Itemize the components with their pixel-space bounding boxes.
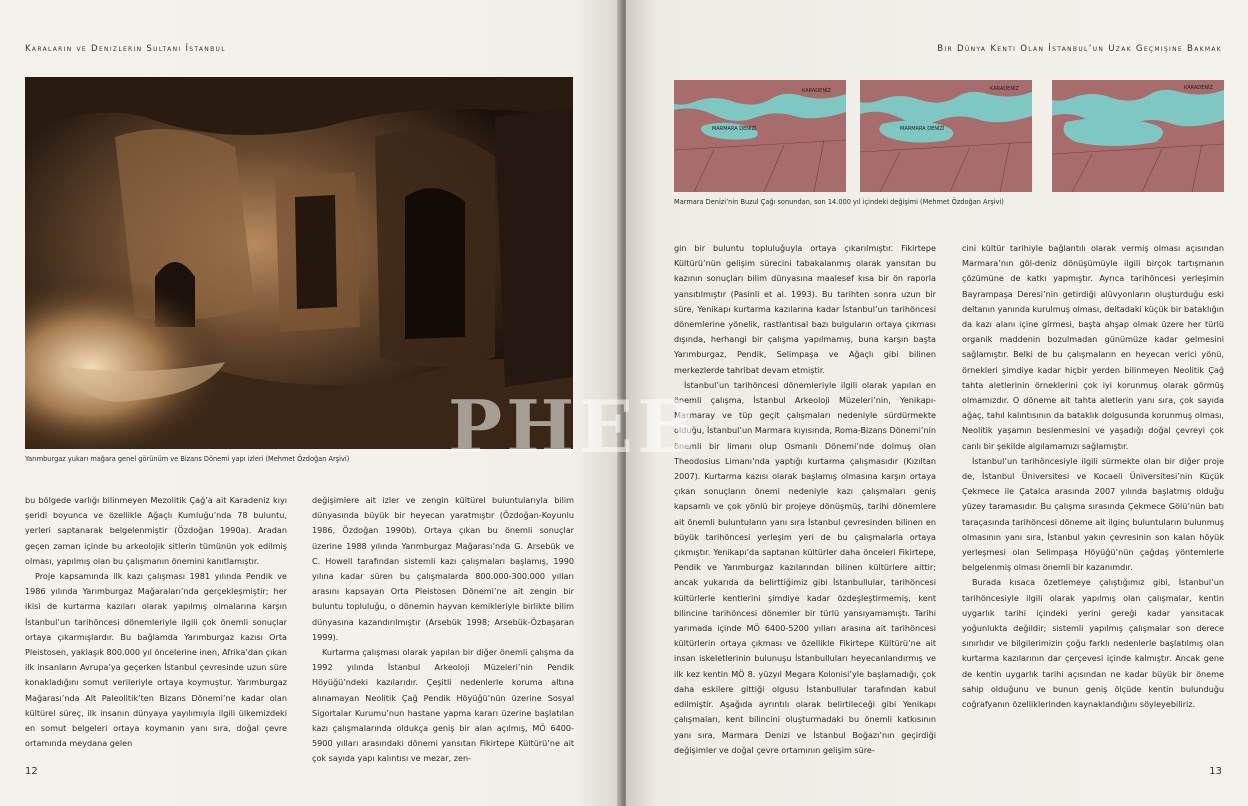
marmara-map-3 xyxy=(1052,80,1224,192)
photo-caption: Yarımburgaz yukarı mağara genel görünüm ve Bizans Dönemi yapı izleri (Mehmet Özdoğan Arşivi) xyxy=(25,455,350,463)
paragraph: İstanbul’un tarihöncesiyle ilgili sürmekte olan bir diğer proje de, İstanbul Üniversitesi ve Kocaeli Üniversitesi’nin Küçük Çekmece ile Çatalca arasında 2007 yılında başlatmış olduğu yüzey taramasıdır. Bu çalışma sırasında Çekmece Gölü’nün batı taraçasında tarihöncesi döneme ait ilginç buluntuların bulunmuş olmasının yanı sıra, İstanbul yakın çevresinin son kalan höyük yerleşmesi olan Selimpaşa Höyüğü’nün çağdaş yöntemlerle belgelenmiş olması önemli bir kazanımdır. xyxy=(962,455,1224,573)
paragraph: bu bölgede varlığı bilinmeyen Mezolitik Çağ’a ait Karadeniz kıyı şeridi boyunca ve özellikle Ağaçlı Kumluğu’nda 78 buluntu, yerleri saptanarak belgelenmiştir (Özdoğan 1990a). Aradan geçen zaman içinde bu arkeolojik sitlerin tümünün yok edilmiş olması, yapılmış olan bu çalışmanın önemini kanıtlamıştır. xyxy=(25,495,287,566)
page-number-left: 12 xyxy=(25,766,38,777)
paragraph: cini kültür tarihiyle bağlantılı olarak vermiş olması açısından Marmara’nın göl-deniz dönüşümüyle ilgili birçok tartışmanın çözümüne de katkı yapmıştır. Ayrıca tarihöncesi yerleşimin Bayrampaşa Deresi’nin getirdiği alüvyonların oluşturduğu eski deltanın yanında kurulmuş olması, deltadaki küçük bir bataklığın da kazı alanı içine girmesi, başta ahşap olmak üzere her türlü organik maddenin bozulmadan günümüze kadar gelmesini sağlamıştır. Belki de bu çalışmaların en heyecan verici yönü, örnekleri şimdiye kadar hiçbir yerden bilinmeyen Neolitik Çağ tahta aletlerinin örneklerini çok iyi korunmuş olarak görmüş olmamızdır. O döneme ait tahta aletlerin yanı sıra, çok sayıda ağaç, tahıl kalıntısının da bataklık dolgusunda korunmuş olması, Neolitik yaşamın beslenmesini ve yaşadığı doğal çevreyi çok canlı bir şekilde algılamamızı sağlamıştır. xyxy=(962,243,1224,451)
right-column-2 xyxy=(962,241,1224,712)
map-caption: Marmara Denizi’nin Buzul Çağı sonundan, son 14.000 yıl içindeki değişimi (Mehmet Özdoğan Arşivi) xyxy=(674,198,1004,206)
left-page xyxy=(0,0,622,806)
map-label: KARADENİZ xyxy=(1184,85,1213,91)
right-column-1 xyxy=(674,241,936,758)
paragraph: Proje kapsamında ilk kazı çalışması 1981 yılında Pendik ve 1986 yılında Yarımburgaz Mağaraları’nda gerçekleşmiştir; her ikisi de kurtarma kazıları olarak yapılmış olmalarına karşın İstanbul’un tarihöncesi dönemleriyle ilgili çok önemli sonuçlar ortaya çıkarmışlardır. Bu bağlamda Yarımburgaz kazısı Orta Pleistosen, yaklaşık 800.000 yıl öncelerine inen, Afrika’dan çıkan ilk insanların Avrupa’ya geçerken İstanbul çevresinde uzun süre konakladığını somut verileriyle ortaya koymuştur. Yarımburgaz Mağarası’nda Alt Paleolitik’ten Bizans Dönemi’ne kadar olan kültürel süreç, ilk insanın dünyaya yayılımıyla ilgili ülkemizdeki en somut belgeleri ortaya koymanın yanı sıra, doğal çevre ortamında meydana gelen xyxy=(25,571,287,749)
map-label: KARADENİZ xyxy=(990,86,1019,92)
map-label: KARADENİZ xyxy=(802,88,831,94)
running-head-left: Karaların ve Denizlerin Sultanı İstanbul xyxy=(25,44,226,54)
map-panel xyxy=(860,80,1032,192)
page-number-right: 13 xyxy=(1209,766,1222,777)
map-panel xyxy=(674,80,846,192)
right-page xyxy=(626,0,1248,806)
paragraph: İstanbul’un tarihöncesi dönemleriyle ilgili olarak yapılan en önemli çalışma, İstanbul Arkeoloji Müzeleri’nin, Yenikapı-Marmaray ve tüp geçit çalışmaları nedeniyle sürdürmekte olduğu, İstanbul’un Marmara kıyısında, Roma-Bizans Dönemi’nin önemli bir limanı olup Osmanlı Dönemi’nde dolmuş olan Theodosius Limanı’nda yaptığı kurtarma çalışmasıdır (Kızıltan 2007). Kurtarma kazısı olarak başlamış olmasına karşın ortaya çıkan sonuçların önemi nedeniyle kazı çalışmaları geniş kapsamlı ve çok yönlü bir projeye dönüşmüş, tarihi dönemlere ait önemli buluntuların yanı sıra İstanbul çevresinden bilinen en büyük tarihöncesi yerleşim yeri de bu çalışmalarla ortaya çıkmıştır. Yenikapı’da saptanan kültürler daha önceleri Fikirtepe, Pendik ve Yarımburgaz kazılarından bilinen kültürlere aittir; ancak yukarıda da belirttiğimiz gibi İstanbullular, tarihöncesi kültürlerle kentlerini şimdiye kadar özdeşleştirmemiş, kent bilincine tarihöncesi dönemler bir türlü yansıyamamıştı. Tarihi yarımada içinde MÖ 6400-5200 yılları arasına ait tarihöncesi kültürlerin ortaya çıkması ve özellikle Fikirtepe Kültürü’ne ait insan iskeletlerinin bulunuşu İstanbulluları heyecanlandırmış ve ilk kez kentin MÖ 8. yüzyıl Megara Kolonisi’yle başlamadığı, çok daha eskilere gittiği olgusu İstanbullular tarafından kabul edilmiştir. Aşağıda ayrıntılı olarak belirtileceği gibi Yenikapı çalışmaları, kent bilincini oluşturmadaki bu önemli katkısının yanı sıra, Marmara Denizi ve İstanbul Boğazı’nın geçirdiği değişimler ve doğal çevre ortamının gelişim süre- xyxy=(674,379,936,755)
watermark: PHEB xyxy=(448,384,702,469)
map-label: MARMARA DENİZİ xyxy=(712,126,757,132)
left-column-2 xyxy=(312,493,574,767)
paragraph: değişimlere ait izler ve zengin kültürel buluntularıyla bilim dünyasında büyük bir heyecan yaratmıştır (Özdoğan-Koyunlu 1986, Özdoğan 1990b). Ortaya çıkan bu önemli sonuçlar üzerine 1988 yılında Yarımburgaz Mağarası’nda G. Arsebük ve C. Howell tarafından sistemli kazı çalışmaları başlamış, 1990 yılına kadar süren bu çalışmalarda 800.000-300.000 yılları arasını kapsayan Orta Pleistosen Dönemi’ne ait zengin bir buluntu topluluğu, o dönemin hayvan kemikleriyle birlikte bilim dünyasına kazandırılmıştır (Arsebük 1998; Arsebük-Özbaşaran 1999). xyxy=(312,495,574,642)
paragraph: Kurtarma çalışması olarak yapılan bir diğer önemli çalışma da 1992 yılında İstanbul Arkeoloji Müzeleri’nin Pendik Höyüğü’ndeki kazılarıdır. Çeşitli nedenlerle koruma altına alınamayan Neolitik Çağ Pendik Höyüğü’nün üzerine Sosyal Sigortalar Kurumu’nun hastane yapma kararı üzerine başlatılan kazı çalışmalarında oldukça geniş bir alan açılmış, MÖ 6400-5900 yılları arasındaki dönemi yansıtan Fikirtepe Kültürü’ne ait çok sayıda yapı kalıntısı ve mezar, zen- xyxy=(312,647,574,764)
left-column-1 xyxy=(25,493,287,751)
paragraph: Burada kısaca özetlemeye çalıştığımız gibi, İstanbul’un tarihöncesiyle ilgili olarak yapılmış olan çalışmalar, kentin uygarlık tarihi içindeki yerini gereği kadar yansıtacak yoğunlukta değildir; sistemli yapılmış çalışmalar son derece sınırlıdır ve bilgilerimizin çoğu farklı nedenlerle başlatılmış olan kurtarma kazılarının dar çerçevesi içinde kalmıştır. Ancak gene de kentin uygarlık tarihi açısından ne kadar büyük bir öneme sahip olduğunu ve bunun geniş ölçüde kentin bulunduğu coğrafyanın özelliklerinden kaynaklandığını söyleyebiliriz. xyxy=(962,577,1224,710)
paragraph: gin bir buluntu topluluğuyla ortaya çıkarılmıştır. Fikirtepe Kültürü’nün gelişim sürecini tabakalanmış olarak yansıtan bu kazının sonuçları bilim dünyasına maalesef kısa bir ön raporla yansıtılmıştır (Pasinli et al. 1993). Bu tarihten sonra uzun bir süre, Yenikapı kurtarma kazılarına kadar İstanbul’un tarihöncesi dönemlerine yönelik, rastlantısal bazı bulguların ortaya çıkması dışında, herhangi bir çalışma yapılmamış, buna karşın başta Yarımburgaz, Pendik, Selimpaşa ve Ağaçlı gibi bilinen merkezlerde tahribat devam etmiştir. xyxy=(674,243,936,375)
running-head-right: Bir Dünya Kenti Olan İstanbul’un Uzak Geçmişine Bakmak xyxy=(937,44,1222,54)
map-label: MARMARA DENİZİ xyxy=(900,126,945,132)
cave-photo xyxy=(25,77,573,449)
map-panel xyxy=(1052,80,1224,192)
marmara-map-1 xyxy=(674,80,846,192)
marmara-map-2 xyxy=(860,80,1032,192)
cave-photo-illustration xyxy=(25,77,573,449)
